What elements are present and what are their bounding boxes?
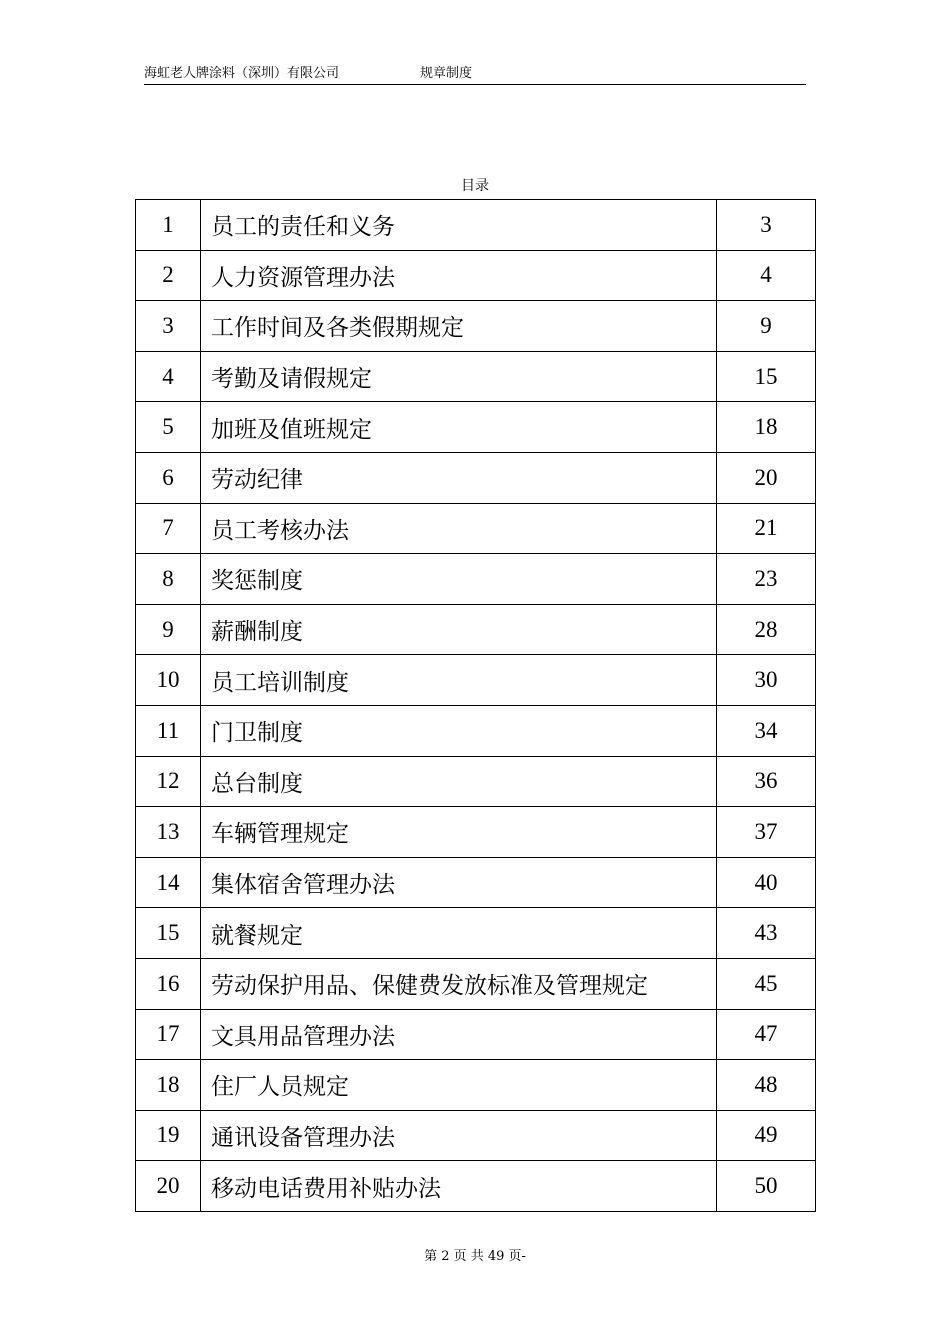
toc-row [136,503,816,554]
toc-row [136,301,816,352]
toc-row-number: 1 [136,200,201,251]
toc-row-number: 2 [136,250,201,301]
toc-row-title: 劳动保护用品、保健费发放标准及管理规定 [201,958,717,1009]
toc-row [136,351,816,402]
toc-row [136,1161,816,1212]
header-company-name: 海虹老人牌涂料（深圳）有限公司 [144,66,340,81]
toc-table [135,199,816,1212]
toc-row-number: 19 [136,1110,201,1161]
header-document-type: 规章制度 [420,66,473,81]
toc-row-number: 7 [136,503,201,554]
toc-row [136,1060,816,1111]
toc-row-number: 13 [136,807,201,858]
toc-row-page: 50 [717,1161,816,1212]
toc-row-page: 3 [717,200,816,251]
toc-row-page: 21 [717,503,816,554]
toc-row [136,705,816,756]
toc-row-page: 34 [717,705,816,756]
toc-row-number: 10 [136,655,201,706]
toc-row-title: 住厂人员规定 [201,1060,717,1111]
toc-row-title: 奖惩制度 [201,554,717,605]
toc-row-number: 14 [136,857,201,908]
toc-row-number: 20 [136,1161,201,1212]
toc-row-number: 16 [136,958,201,1009]
toc-row-number: 5 [136,402,201,453]
toc-row-page: 30 [717,655,816,706]
toc-row-number: 17 [136,1009,201,1060]
toc-row-page: 28 [717,604,816,655]
toc-row [136,604,816,655]
toc-row-page: 9 [717,301,816,352]
toc-row [136,250,816,301]
toc-row-title: 劳动纪律 [201,452,717,503]
toc-row-number: 15 [136,908,201,959]
toc-table-body [136,200,816,1212]
toc-row-number: 8 [136,554,201,605]
toc-row-page: 36 [717,756,816,807]
toc-row [136,1110,816,1161]
toc-row-title: 文具用品管理办法 [201,1009,717,1060]
toc-row-title: 车辆管理规定 [201,807,717,858]
toc-row-title: 通讯设备管理办法 [201,1110,717,1161]
toc-row-title: 薪酬制度 [201,604,717,655]
toc-row-title: 工作时间及各类假期规定 [201,301,717,352]
toc-row-page: 48 [717,1060,816,1111]
toc-row [136,402,816,453]
toc-row-title: 员工考核办法 [201,503,717,554]
toc-row-page: 47 [717,1009,816,1060]
toc-row-title: 就餐规定 [201,908,717,959]
toc-row-page: 20 [717,452,816,503]
toc-row-page: 15 [717,351,816,402]
toc-row-number: 11 [136,705,201,756]
toc-row-title: 员工的责任和义务 [201,200,717,251]
toc-row-page: 43 [717,908,816,959]
page-footer: 第 2 页 共 49 页- [424,1249,526,1264]
toc-row-number: 4 [136,351,201,402]
toc-row-title: 总台制度 [201,756,717,807]
toc-row-title: 门卫制度 [201,705,717,756]
toc-row-title: 集体宿舍管理办法 [201,857,717,908]
toc-row [136,958,816,1009]
toc-row-number: 6 [136,452,201,503]
toc-row-title: 移动电话费用补贴办法 [201,1161,717,1212]
toc-row [136,200,816,251]
toc-row-page: 37 [717,807,816,858]
toc-row [136,655,816,706]
toc-row [136,554,816,605]
toc-row-title: 人力资源管理办法 [201,250,717,301]
toc-row [136,807,816,858]
toc-row [136,756,816,807]
toc-title: 目录 [461,178,489,194]
toc-row [136,908,816,959]
page-header [144,64,806,85]
toc-row-title: 员工培训制度 [201,655,717,706]
toc-row-number: 18 [136,1060,201,1111]
toc-row-page: 45 [717,958,816,1009]
toc-row-title: 考勤及请假规定 [201,351,717,402]
toc-row-page: 40 [717,857,816,908]
toc-row-page: 49 [717,1110,816,1161]
toc-row [136,1009,816,1060]
toc-row-number: 12 [136,756,201,807]
toc-row-number: 3 [136,301,201,352]
toc-row [136,452,816,503]
toc-row [136,857,816,908]
toc-row-page: 18 [717,402,816,453]
toc-row-page: 23 [717,554,816,605]
toc-row-page: 4 [717,250,816,301]
toc-row-title: 加班及值班规定 [201,402,717,453]
toc-row-number: 9 [136,604,201,655]
